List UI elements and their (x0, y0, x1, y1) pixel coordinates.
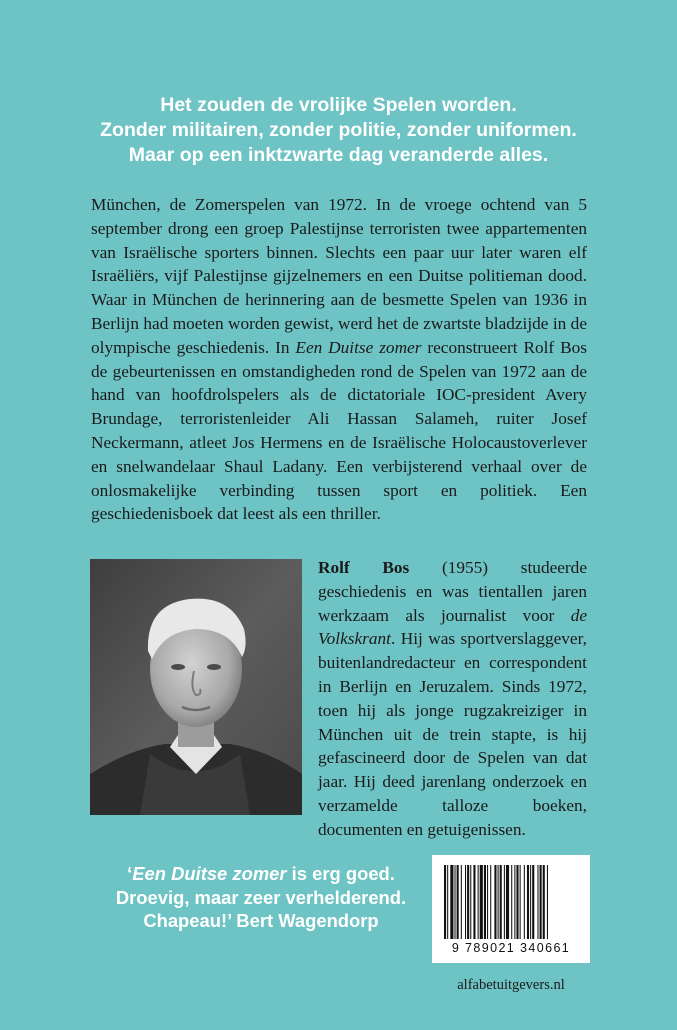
barcode-bar (511, 865, 512, 939)
barcode-bar (506, 865, 509, 939)
barcode-bar (537, 865, 538, 939)
barcode-bar (547, 865, 548, 939)
barcode-bar (516, 865, 518, 939)
quote-line-1-rest: is erg goed. (286, 863, 395, 884)
bio-text-1: (1955) studeerde geschiedenis en was tientallen jaren werkzaam als journalist voor (318, 558, 587, 625)
author-photo (90, 559, 302, 815)
barcode-bar (543, 865, 545, 939)
barcode-bar (444, 865, 446, 939)
tagline (40, 93, 637, 168)
tagline-line-3: Maar op een inktzwarte dag veranderde alles. (128, 144, 549, 166)
quote-line-3: Chapeau!’ Bert Wagendorp (143, 910, 379, 931)
barcode-bar (467, 865, 469, 939)
barcode-bar (470, 865, 471, 939)
barcode-bar (473, 865, 475, 939)
barcode-bar (500, 865, 502, 939)
barcode-bar (530, 865, 531, 939)
barcode-bar (465, 865, 466, 939)
book-blurb (91, 193, 587, 526)
quote-open-mark: ‘ (127, 863, 133, 884)
barcode-bar (484, 865, 486, 939)
barcode-bar (498, 865, 499, 939)
barcode-bar (504, 865, 505, 939)
barcode-bars (444, 865, 578, 939)
author-name: Rolf Bos (318, 558, 410, 577)
barcode-bar (494, 865, 496, 939)
blurb-text-2: reconstrueert Rolf Bos de gebeurtenissen en omstandigheden rond de Spelen van 1972 aan de hand van hoofdrolspelers als de dictatoriale IOC-president Avery Brundage, terroristenleider Ali Hassan Salameh, ruiter Josef Neckermann, atleet Jos Hermens en de Israëlische Holocaustoverlever en snelwandelaar Shaul Ladany. Een verbijsterend verhaal over de onlosmakelijke verbinding tussen sport en politiek. Een geschiedenisboek dat leest als een thriller. (91, 337, 587, 524)
quote-line-1 (106, 862, 416, 886)
barcode-bar (457, 865, 459, 939)
barcode-bar (532, 865, 534, 939)
tagline-line-1: Het zouden de vrolijke Spelen worden. (160, 94, 517, 116)
barcode-bar (520, 865, 521, 939)
barcode-bar (450, 865, 453, 939)
barcode (432, 855, 590, 963)
barcode-bar (540, 865, 542, 939)
blurb-text-1: München, de Zomerspelen van 1972. In de vroege ochtend van 5 september drong een groep Palestijnse terroristen twee appartementen van Israëlische sporters binnen. Slechts een paar uur later waren elf Israëliërs, vijf Palestijnse gijzelnemers en een Duitse politieman dood. Waar in München de herinnering aan de besmette Spelen van 1936 in Berlijn had moeten worden gewist, werd het de zwartste bladzijde in de olympische geschiedenis. In (91, 195, 587, 357)
publisher-website: alfabetuitgevers.nl (457, 977, 565, 993)
barcode-bar (490, 865, 491, 939)
barcode-bar (487, 865, 488, 939)
barcode-bar (514, 865, 515, 939)
isbn-number: 9 789021 340661 (451, 941, 571, 955)
quote-line-2: Droevig, maar zeer verhelderend. (115, 886, 407, 908)
tagline-line-2: Zonder militairen, zonder politie, zonder uniformen. (100, 119, 577, 141)
barcode-bar (478, 865, 479, 939)
barcode-bar (527, 865, 529, 939)
blurb-book-title: Een Duitse zomer (295, 337, 422, 357)
barcode-bar (480, 865, 483, 939)
barcode-bar (447, 865, 448, 939)
barcode-bar (524, 865, 525, 939)
bio-newspaper: de Volkskrant (318, 605, 587, 649)
quote-book-title: Een Duitse zomer (132, 863, 287, 884)
bio-text-2: . Hij was sportverslaggever, buitenlandredacteur en correspondent in Berlijn en Jeruzalem. Sinds 1972, toen hij als jonge rugzakreiziger in München uit de trein stapte, is hij gefascineerd door de Spelen van dat jaar. Hij deed jarenlang onderzoek en verzamelde talloze boeken, documenten en getuigenissen. (318, 629, 587, 839)
barcode-bar (455, 865, 456, 939)
author-bio (318, 556, 587, 842)
barcode-bar (461, 865, 462, 939)
review-quote (106, 862, 416, 933)
